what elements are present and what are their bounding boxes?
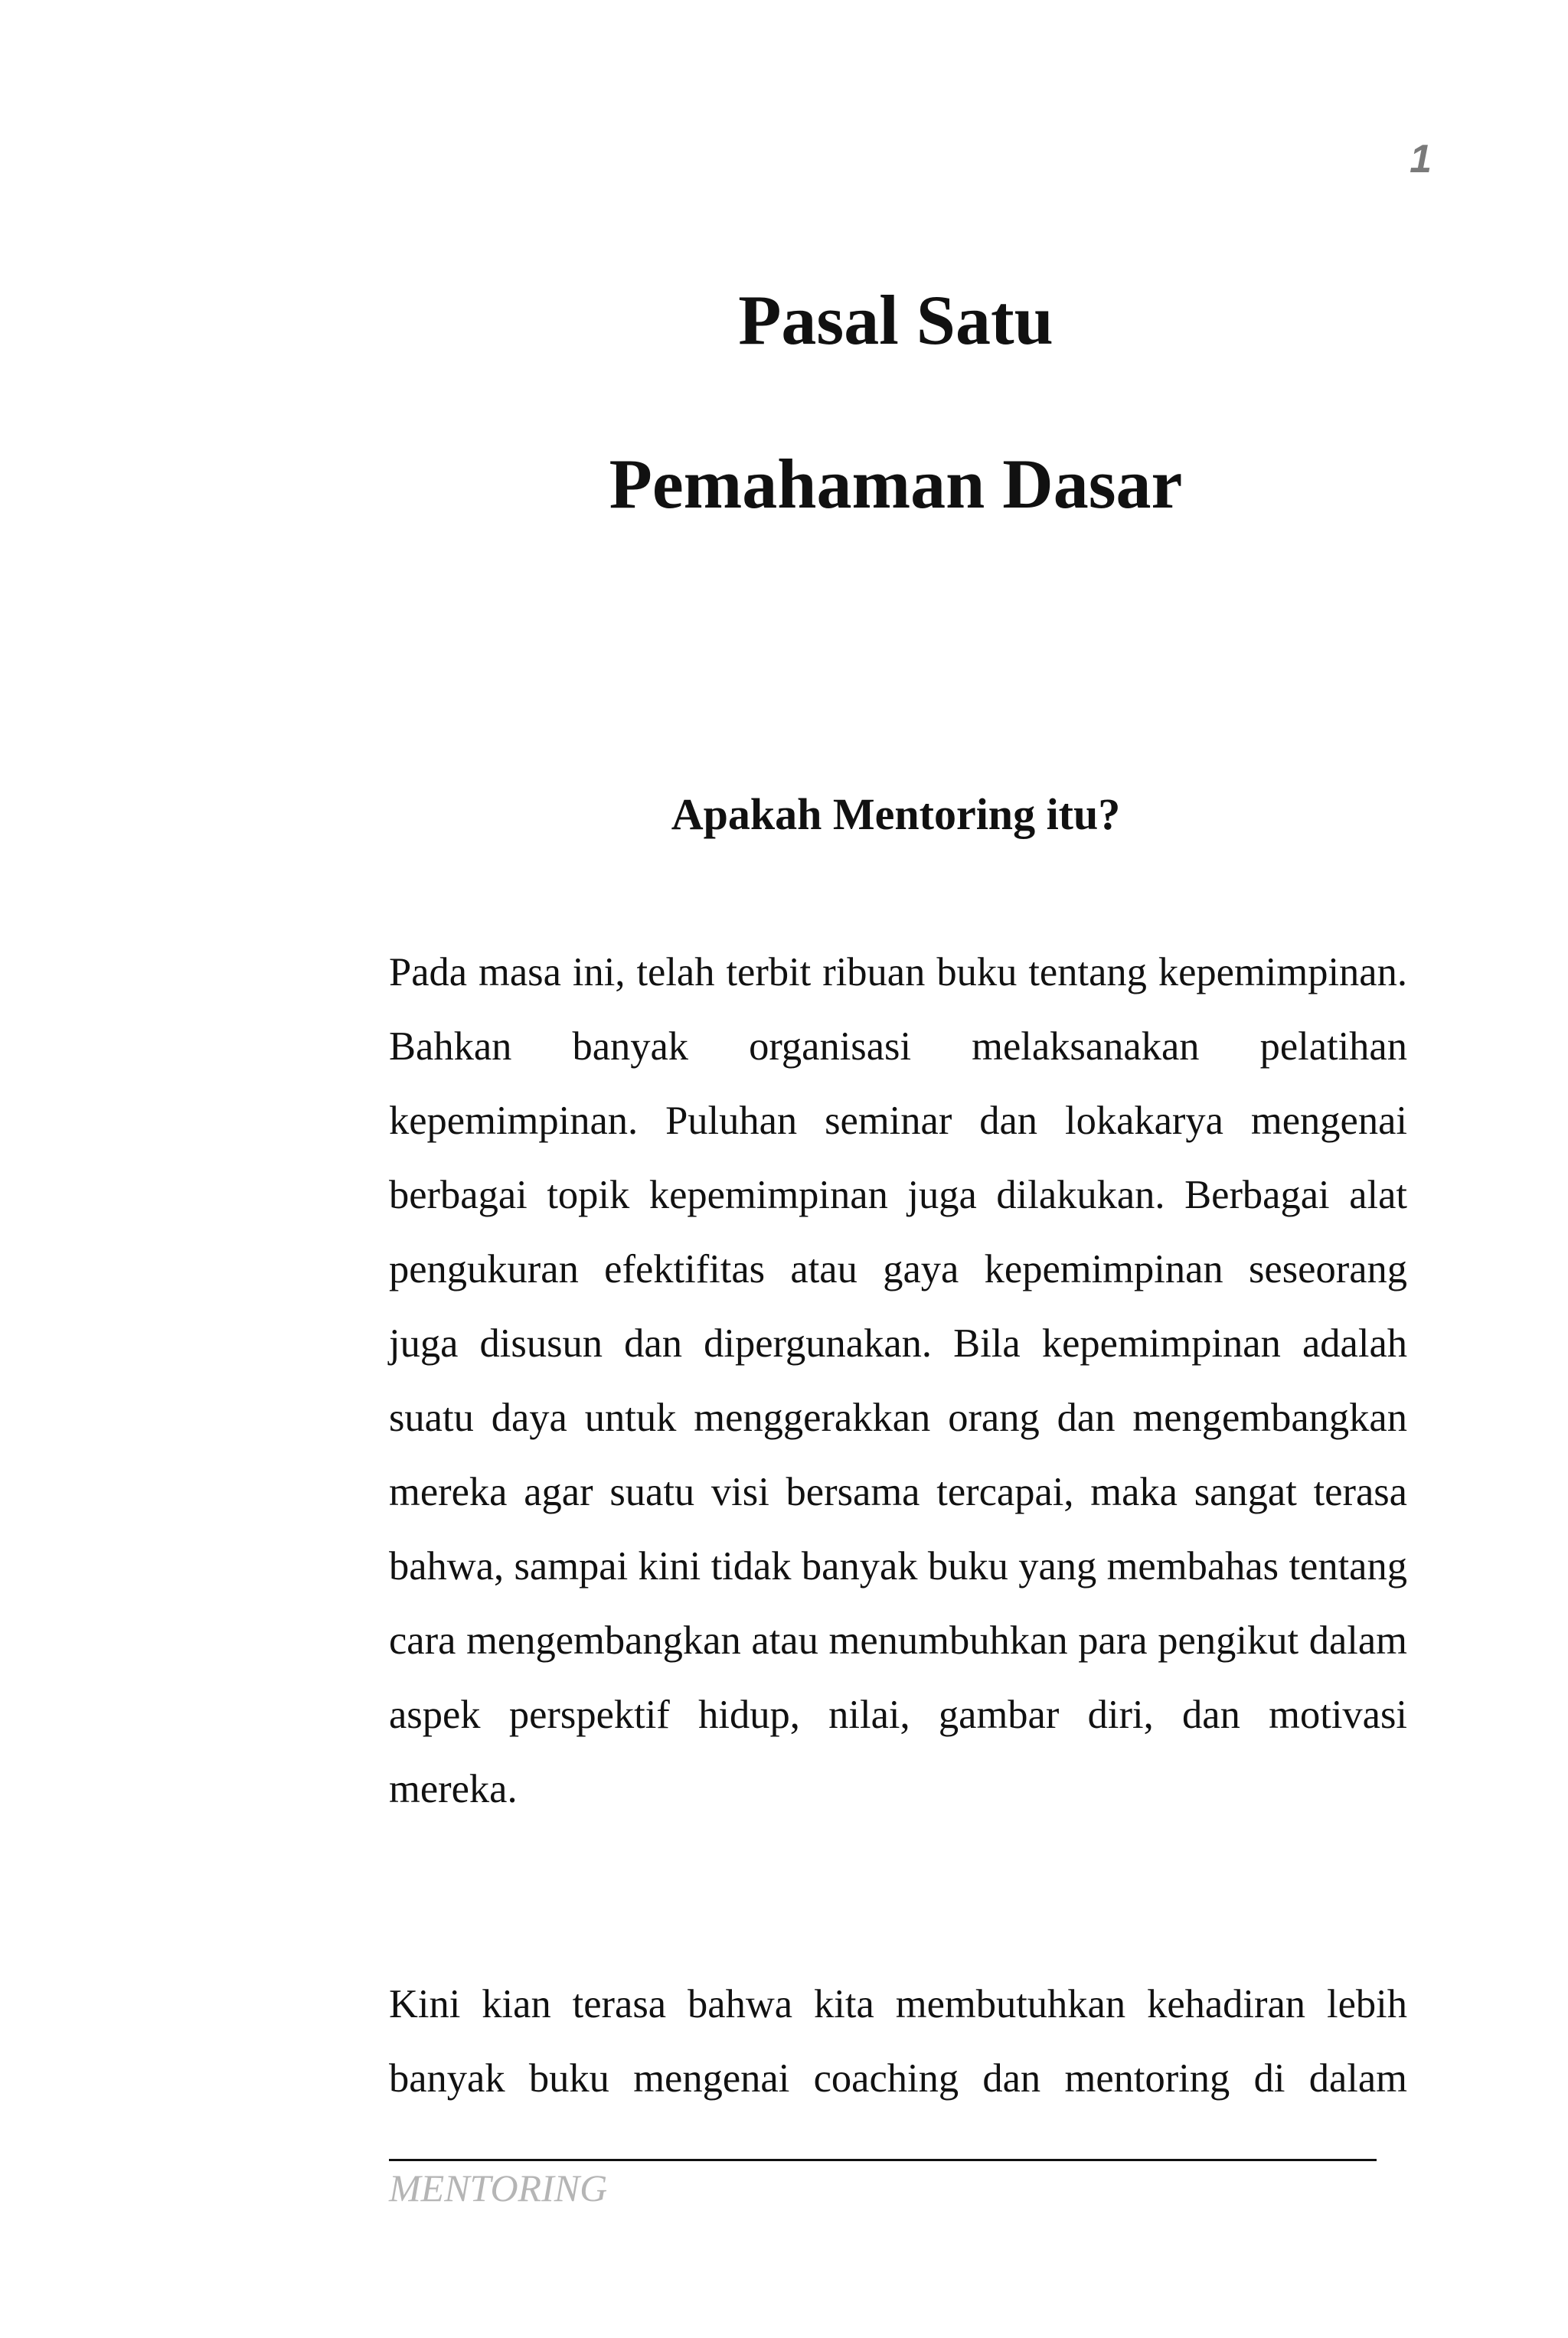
chapter-name-title: Pemahaman Dasar <box>609 445 1183 523</box>
footer-book-title: MENTORING <box>389 2167 608 2209</box>
body-paragraph: Pada masa ini, telah terbit ribuan buku tentang kepemimpinan. Bahkan banyak organisasi melaksanakan pelatihan kepemimpinan. Puluhan seminar dan lokakarya mengenai berbagai topik kepemimpinan juga dilakukan. Berbagai alat pengukuran efektifitas atau gaya kepemimpinan seseorang juga disusun dan dipergunakan. Bila kepemimpinan adalah suatu daya untuk menggerakkan orang dan mengembangkan mereka agar suatu visi bersama tercapai, maka sangat terasa bahwa, sampai kini tidak banyak buku yang membahas tentang cara mengembangkan atau menumbuhkan para pengikut dalam aspek perspektif hidup, nilai, gambar diri, dan motivasi mereka. <box>389 950 1407 1811</box>
page-number: 1 <box>1410 137 1432 181</box>
chapter-number-title: Pasal Satu <box>738 281 1054 359</box>
section-heading: Apakah Mentoring itu? <box>671 789 1121 839</box>
body-paragraph: Kini kian terasa bahwa kita membutuhkan kehadiran lebih banyak buku mengenai coaching dan mentoring di dalam <box>389 1982 1407 2101</box>
footer-divider <box>389 2159 1377 2161</box>
